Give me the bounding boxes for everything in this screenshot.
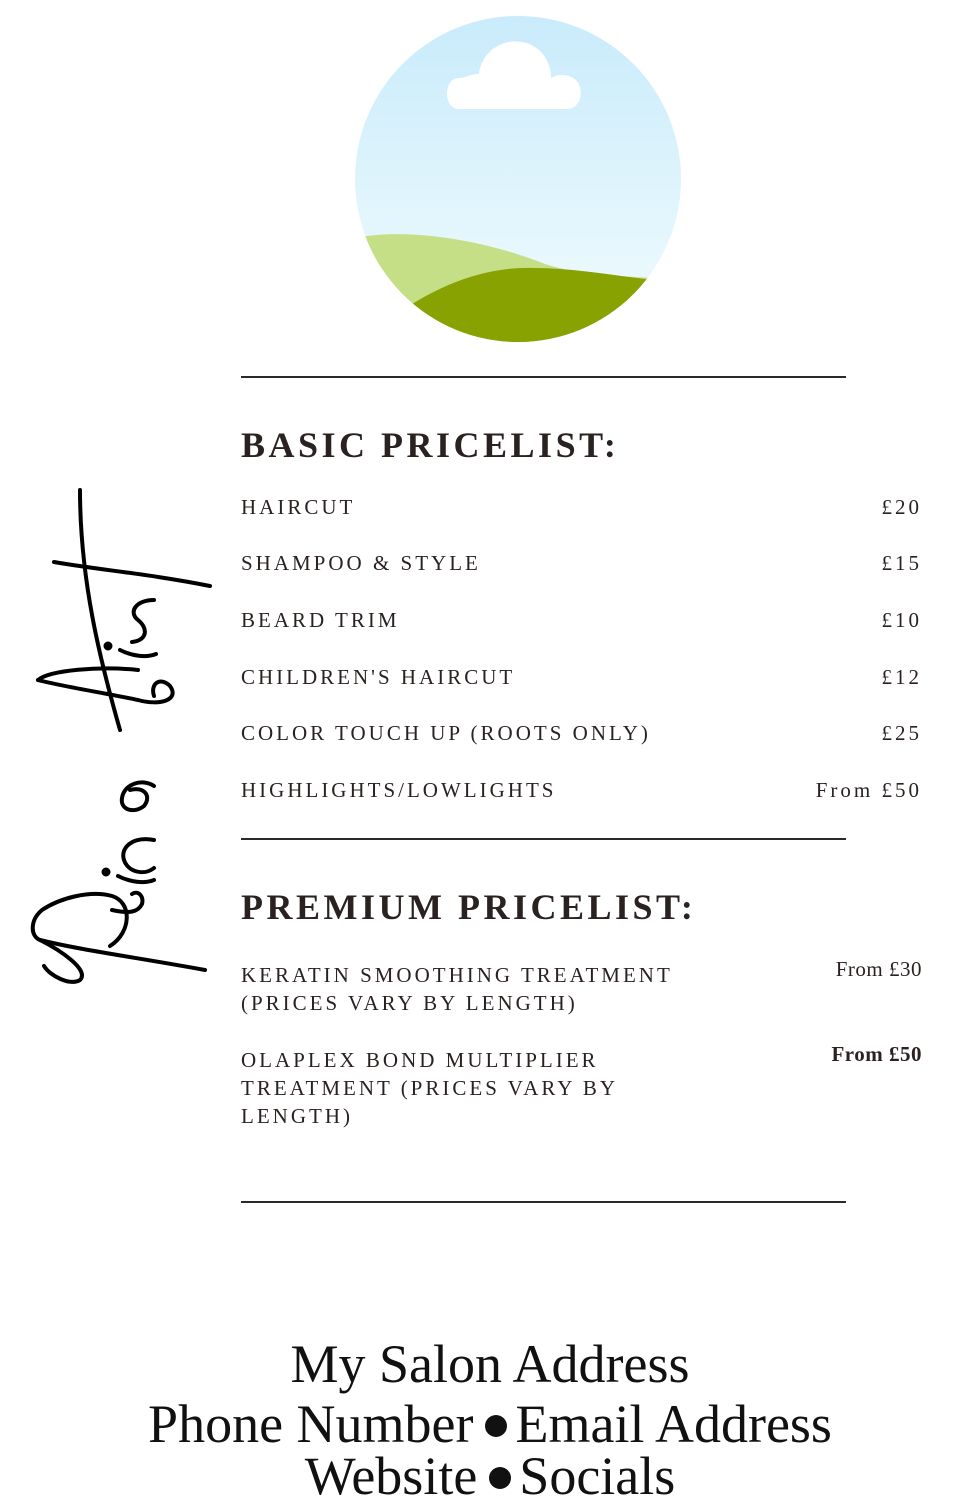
service-price: From £50: [831, 1042, 922, 1066]
service-price: £25: [881, 721, 922, 745]
service-price: From £50: [815, 778, 922, 802]
service-price: £12: [881, 665, 922, 689]
bullet-dot-icon: [489, 1467, 511, 1489]
service-name: COLOR TOUCH UP (ROOTS ONLY): [241, 721, 651, 745]
premium-pricelist-heading: PREMIUM PRICELIST:: [241, 887, 697, 927]
service-price: £20: [881, 495, 922, 519]
service-name: KERATIN SMOOTHING TREATMENT (PRICES VARY BY LENGTH): [241, 963, 673, 1015]
service-name: HAIRCUT: [241, 495, 356, 519]
landscape-logo: [355, 16, 681, 342]
footer-phone: Phone Number: [148, 1394, 474, 1454]
divider-bottom: [241, 1201, 846, 1203]
service-price: From £30: [835, 957, 922, 981]
basic-pricelist-heading: BASIC PRICELIST:: [241, 425, 620, 465]
bullet-dot-icon: [485, 1415, 507, 1437]
service-name: OLAPLEX BOND MULTIPLIER TREATMENT (PRICES VARY BY LENGTH): [241, 1048, 618, 1128]
script-title-lettering: [20, 480, 230, 1000]
service-price: £10: [881, 608, 922, 632]
divider-middle: [241, 838, 846, 840]
divider-top: [241, 376, 846, 378]
service-name: CHILDREN'S HAIRCUT: [241, 665, 516, 689]
footer-website: Website: [304, 1446, 478, 1506]
service-name: BEARD TRIM: [241, 608, 400, 632]
service-name: SHAMPOO & STYLE: [241, 551, 481, 575]
footer-email: Email Address: [515, 1394, 832, 1454]
service-name: HIGHLIGHTS/LOWLIGHTS: [241, 778, 557, 802]
footer-socials: Socials: [519, 1446, 676, 1506]
footer-web-line: [0, 1444, 980, 1508]
service-price: £15: [881, 551, 922, 575]
footer-address: My Salon Address: [290, 1334, 690, 1394]
